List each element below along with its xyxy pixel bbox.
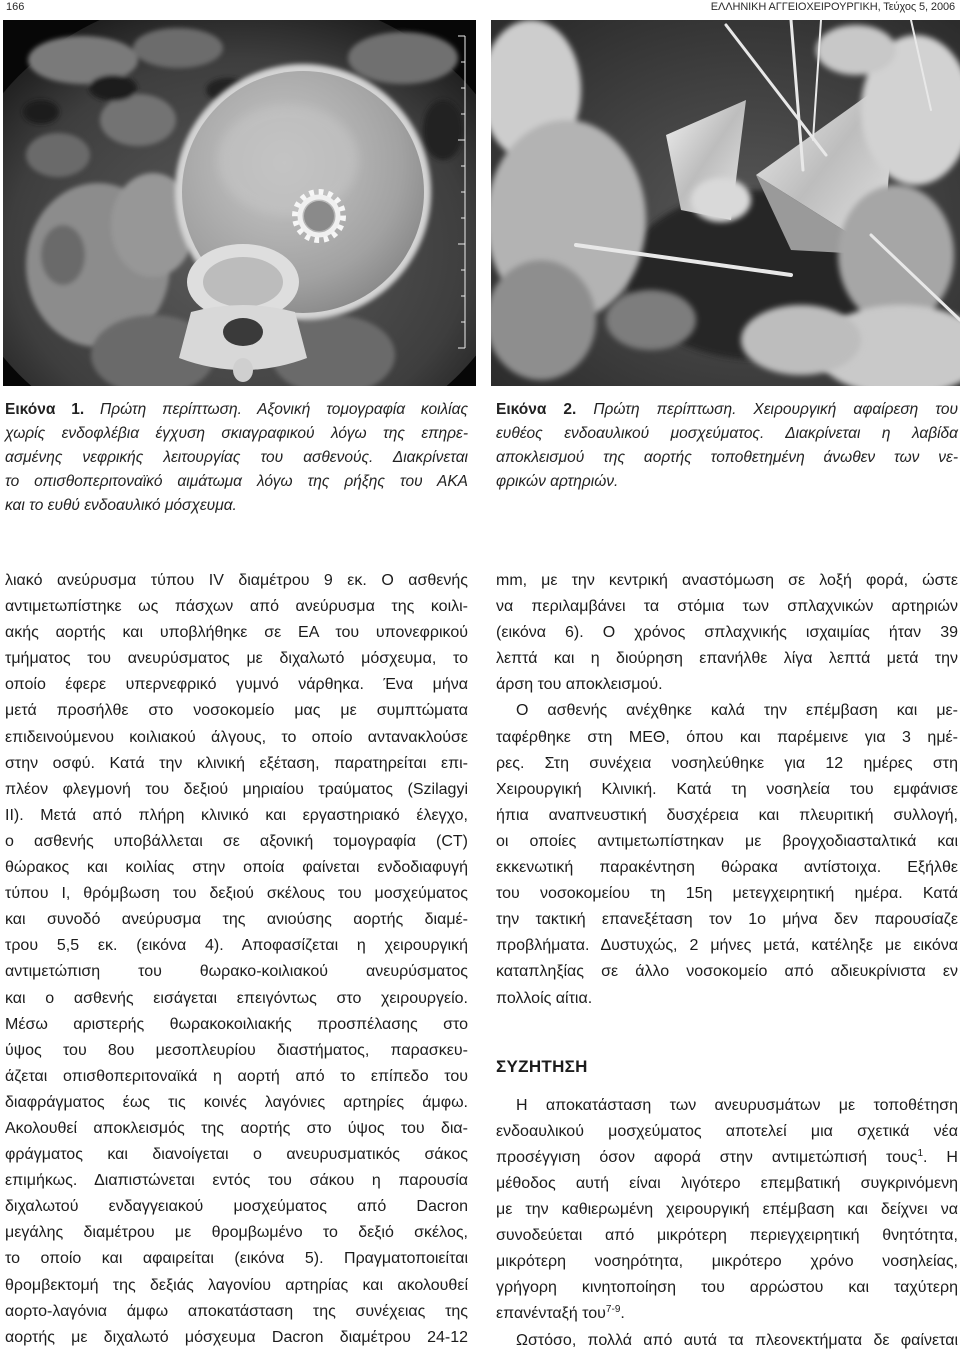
- caption-text: Πρώτη περίπτωση. Αξονική τομογραφία κοιλίας: [100, 401, 468, 418]
- text-line: Ο ασθενής ανέχθηκε καλά την επέμβαση και με-: [516, 702, 958, 720]
- text-line: στην οσφύ. Κατά την κλινική εξέταση, παρατηρείται επι-: [5, 754, 468, 772]
- text-line: Ωστόσο, πολλά από αυτά τα πλεονεκτήματα δε φαίνεται: [516, 1331, 958, 1349]
- text-line: ταφέρθηκε στη ΜΕΘ, όπου και παρέμεινε για 3 ημέ-: [496, 728, 958, 746]
- caption-text: ευθέος ενδοαυλικού μοσχεύματος. Διακρίνεται η λαβίδα: [496, 425, 958, 442]
- caption-text: χωρίς ενδοφλέβια έγχυση σκιαγραφικού λόγω της επηρε-: [5, 425, 468, 442]
- text-line: συνοδεύεται από μικρότερη περιεγχειρητική θνητότητα,: [496, 1227, 958, 1245]
- caption-text: φρικών αρτηριών.: [496, 473, 619, 490]
- page-number: 166: [6, 1, 25, 13]
- text-line: αντιμετώπιση του θωρακο-κοιλιακού ανευρύσματος: [5, 963, 468, 981]
- text-line: την τακτική επανεξέταση τον 1ο μήνα δεν παρουσίαζε: [496, 911, 958, 929]
- journal-title: ΕΛΛΗΝΙΚΗ ΑΓΓΕΙΟΧΕΙΡΟΥΡΓΙΚΗ, Τεύχος 5, 2006: [710, 1, 955, 13]
- section-heading: ΣΥΖΗΤΗΣΗ: [496, 1056, 588, 1076]
- text-line: τρου 5,5 εκ. (εικόνα 4). Αποφασίζεται η χειρουργική: [5, 937, 468, 955]
- text-line: το οποίο και αφαιρείται (εικόνα 5). Πραγματοποιείται: [5, 1250, 468, 1268]
- caption-line: [5, 494, 468, 518]
- text-line: εκκενωτική παρακέντηση θώρακα αντίστοιχα. Εξήλθε: [496, 859, 958, 877]
- text-line: ο ασθενής υποβάλλεται σε αξονική τομογραφία (CT): [5, 832, 468, 850]
- figure-label: Εικόνα 2.: [496, 401, 577, 418]
- text-line: Χειρουργική Κλινική. Κατά τη νοσηλεία του εμφάνισε: [496, 780, 958, 798]
- text-line: [496, 1301, 958, 1327]
- ct-scan-figure: [3, 20, 476, 386]
- figure-2-caption: [496, 398, 958, 494]
- text-line: άζεται οπισθοπεριτοναϊκά η αορτή από το επίπεδο του: [5, 1067, 468, 1085]
- line-text: προσέγγιση όσον αφορά στην αντιμετώπισή τους: [496, 1148, 918, 1166]
- text-line: καταπληξίας σε άλλο νοσοκομείο από αδιευκρίνιστα εν: [496, 963, 958, 981]
- caption-text: ασμένης νεφρικής λειτουργίας του ασθενούς. Διακρίνεται: [5, 449, 468, 466]
- caption-line: [5, 398, 468, 422]
- caption-line: [496, 446, 958, 470]
- line-text: .: [620, 1305, 625, 1323]
- figure-1-caption: [5, 398, 468, 518]
- text-line: μεγάλης διαμέτρου με θρομβωμένο το δεξιό σκέλος,: [5, 1224, 468, 1242]
- text-line: [496, 1145, 958, 1171]
- paragraph: [496, 698, 958, 1011]
- text-line: θρομβεκτομή της δεξιάς λαγονίου αρτηρίας και ακολουθεί: [5, 1276, 468, 1294]
- text-line: φράγματος και διανοίγεται ο ανευρυσματικός σάκος: [5, 1146, 468, 1164]
- paragraph: [496, 1093, 958, 1328]
- left-text-column: [5, 568, 468, 1351]
- paragraph: [5, 568, 468, 1351]
- text-line: με την καθιερωμένη χειρουργική επέμβαση και δείχνει να: [496, 1201, 958, 1219]
- caption-text: αποκλεισμού της αορτής τοποθετημένη άνωθεν των νε-: [496, 449, 958, 466]
- text-line: αντιμετωπίστηκε ως πάσχων από ανεύρυσμα της κοιλι-: [5, 598, 468, 616]
- text-line: του νοσοκομείου τη 15η μετεγχειρητική ημέρα. Κατά: [496, 885, 958, 903]
- text-line: λεπτά και η διούρηση επανήλθε λίγα λεπτά μετά την: [496, 650, 958, 668]
- caption-text: και το ευθύ ενδοαυλικό μόσχευμα.: [5, 497, 237, 514]
- text-line: άρση του αποκλεισμού.: [496, 676, 663, 694]
- paragraph-group: [496, 568, 958, 1012]
- text-line: Η αποκατάσταση των ανευρυσμάτων με τοποθέτηση: [516, 1096, 958, 1114]
- text-line: ενδοαυλικού μοσχεύματος αποτελεί μια σχετικά νέα: [496, 1122, 958, 1140]
- figure-label: Εικόνα 1.: [5, 401, 85, 418]
- paragraph: [496, 568, 958, 698]
- caption-line: [5, 446, 468, 470]
- text-line: μέθοδος αυτή είναι λιγότερο επεμβατική συγκρινόμενη: [496, 1174, 958, 1192]
- caption-line: [496, 398, 958, 422]
- caption-line: [5, 422, 468, 446]
- text-line: μικρότερη νοσηρότητα, μικρότερο χρόνο νοσηλείας,: [496, 1253, 958, 1271]
- caption-line: [496, 470, 958, 494]
- caption-text: Πρώτη περίπτωση. Χειρουργική αφαίρεση του: [593, 401, 959, 418]
- text-line: οποίο έφερε υπερνεφρικό γυμνό νάρθηκα. Ένα μήνα: [5, 676, 468, 694]
- text-line: και ο ασθενής εισάγεται επειγόντως στο χειρουργείο.: [5, 989, 468, 1007]
- text-line: προβλήματα. Δυστυχώς, 2 μήνες μετά, κατέληξε με εικόνα: [496, 937, 958, 955]
- line-text: . Η: [923, 1148, 958, 1166]
- text-line: διχαλωτού ενδαγγειακού μοσχεύματος από Dacron: [5, 1198, 468, 1216]
- paragraph: [496, 1328, 958, 1354]
- text-line: ήπια αναπνευστική δυσχέρεια και πλευριτική συλλογή,: [496, 806, 958, 824]
- caption-text: το οπισθοπεριτοναϊκό αιμάτωμα λόγω της ρήξης του ΑΚΑ: [5, 473, 468, 490]
- paragraph-group: [496, 1093, 958, 1354]
- text-line: ρες. Στη συνέχεια νοσηλεύθηκε για 12 ημέρες στη: [496, 754, 958, 772]
- text-line: ύψος του 8ου μεσοπλευρίου διαστήματος, παρασκευ-: [5, 1041, 468, 1059]
- right-text-column: [496, 568, 958, 1354]
- paragraph-group: [5, 568, 468, 1351]
- text-line: λιακό ανεύρυσμα τύπου IV διαμέτρου 9 εκ. Ο ασθενής: [5, 572, 468, 589]
- text-line: γρήγορη κινητοποίηση του αρρώστου και ταχύτερη: [496, 1279, 958, 1297]
- text-line: επιδεινούμενου κοιλιακού άλγους, το οποίο αντανακλούσε: [5, 728, 468, 746]
- text-line: τύπου I, θρόμβωση του δεξιού σκέλους του μοσχεύματος: [5, 885, 468, 903]
- text-line: οι οποίες αντιμετωπίστηκαν με βρογχοδιασταλτικά και: [496, 832, 958, 850]
- caption-line: [496, 422, 958, 446]
- text-line: ακής αορτής και υποβλήθηκε σε ΕΑ του υπονεφρικού: [5, 624, 468, 642]
- citation-superscript: 7-9: [605, 1304, 621, 1316]
- text-line: πολλοίς αίτια.: [496, 989, 593, 1007]
- text-line: αορτής με διχαλωτό μόσχευμα Dacron διαμέτρου 24-12: [5, 1328, 468, 1346]
- text-line: μετά προσήλθε στο νοσοκομείο μας με συμπτώματα: [5, 702, 468, 720]
- text-line: Ακολουθεί αποκλεισμός της αορτής στο ύψος του δια-: [5, 1119, 468, 1137]
- line-text: επανένταξή του: [496, 1305, 606, 1323]
- text-line: θώρακος και κοιλίας στην οποία φαίνεται ενδοδιαφυγή: [5, 859, 468, 877]
- text-line: να περιλαμβάνει τα στόμια των σπλαχνικών αρτηριών: [496, 598, 958, 616]
- caption-line: [5, 470, 468, 494]
- text-line: και συνοδό ανεύρυσμα της ανιούσης αορτής διαμέ-: [5, 911, 468, 929]
- citation-superscript: 1: [917, 1147, 924, 1159]
- text-line: πλέον φλεγμονή του δεξιού μηριαίου τραύματος (Szilagyi: [5, 780, 468, 798]
- vertebra: [179, 244, 307, 382]
- text-line: επιμήκως. Διαπιστώνεται εντός του σάκου η παρουσία: [5, 1172, 468, 1190]
- text-line: τμήματος του ανευρύσματος με διχαλωτό μόσχευμα, το: [5, 650, 468, 668]
- surgery-photo-figure: [491, 20, 960, 386]
- text-line: Μέσω αριστερής θωρακοκοιλιακής προσπέλασης στο: [5, 1015, 468, 1033]
- text-line: mm, με την κεντρική αναστόμωση σε λοξή φορά, ώστε: [496, 572, 958, 589]
- text-line: II). Μετά από πλήρη κλινικό και εργαστηριακό έλεγχο,: [5, 806, 468, 824]
- text-line: αορτο-λαγόνια άμφω αποκατάσταση της συνέχειας της: [5, 1302, 468, 1320]
- text-line: διαφράγματος έως τις κοινές λαγόνιες αρτηρίες άμφω.: [5, 1093, 468, 1111]
- text-line: (εικόνα 6). Ο χρόνος σπλαχνικής ισχαιμίας ήταν 39: [496, 624, 958, 642]
